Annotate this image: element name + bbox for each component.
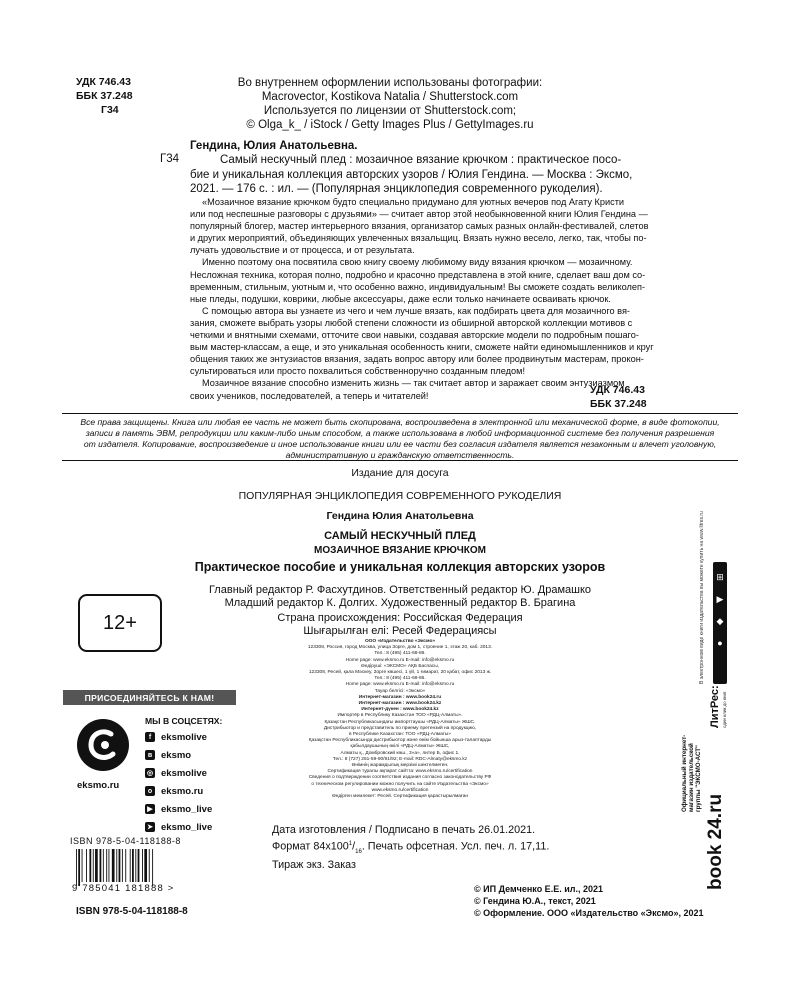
social-ok[interactable]: о eksmo.ru [145,782,212,800]
eksmo-site[interactable]: eksmo.ru [77,780,120,791]
imprint-author: Гендина Юлия Анатольевна [326,510,474,522]
edition-label: Издание для досуга [351,467,449,479]
code-top: Г34 [101,104,119,116]
print-format: Формат $84x100^1/_{16}$. Печать офсетная. Усл. печ. л. 17,11. [272,840,550,855]
udk-top: УДК 746.43 [76,76,131,88]
facebook-icon: f [145,732,155,742]
litres-tagline: один клик до книг [722,691,727,728]
google-play-icon: ▶ [716,594,724,604]
print-date: Дата изготовления / Подписано в печать 26.01.2021. [272,824,536,836]
social-youtube[interactable]: ▶ eksmo_live [145,800,212,818]
imprint-subtitle: МОЗАИЧНОЕ ВЯЗАНИЕ КРЮЧКОМ [314,545,486,556]
bbk-bottom: ББК 37.248 [590,398,647,410]
youtube-icon: ▶ [145,804,155,814]
social-links [145,728,212,836]
store-icons-bar [713,562,727,684]
catalog-abstract: «Мозаичное вязание крючком будто специально придумано для уютных вечеров под Агату Кристи или под неспешные разговоры с друзьями» — считает автор этой необыкновенной книги Юлия Гендина — популярный блогер, мастер интерьерного вязания, организатор самых разных онлайн-фестивалей, слетов и других мероприятий, объединяющих увлеченных вязальщиц. Вязать нужно весело, легко, так, чтобы по- лучать удовольствие и от процесса, и от результата. Именно поэтому она посвятила свою книгу своему любимому виду вязания крючком — мозаичному. Несложная техника, которая полно, подробно и красочно представлена в этой книге, сделает ваш дом со- временным, стильным, уютным и, что особенно важно, индивидуальным! Вы сможете создать великолеп- ные пледы, подушки, коврики, любые аксессуары, даже если только начинаете осваивать крючок. С помощью автора вы узнаете из чего и чем лучше вязать, как подбирать цвета для мозаичного вя- зания, сможете выбрать узоры любой степени сложности из обширной авторской коллекции мотивов с четкими и внятными схемами, отточите свои навыки, создавая авторские модели по подробным пошаго- вым мастер-классам, а еще, и это уникальная особенность книги, сможете найти единомышленников и круг общения таких же энтузиастов вязания, задать вопрос автору или более продвинутым мастерам, прокон- сультироваться или просто похвалиться собственноручно созданным пледом! Мозаичное вязание способно изменить жизнь — так считает автор и заражает своим энтузиазмом своих учеников, последователей, а теперь и читателей! [190,197,654,401]
rights-text: Все права защищены. Книга или любая ее часть не может быть скопирована, воспроизведена в электронной или механической форме, в виде фотокопии, записи в память ЭВМ, репродукции или каким-либо иным способом, а также использована в любой информационной системе без получения разрешения от издателя. Копирование, воспроизведение и иное использование книги или ее части без согласия издателя является незаконным и влечет уголовную, административную и гражданскую ответственность. [80,417,720,460]
photo-credits: Во внутреннем оформлении использованы фотографии: Macrovector, Kostikova Natalia / Shutterstock.com Используется по лицензии от Shutterstock.com; © Olga_k_ / iStock / Getty Images Plus / GettyImages.ru [237,77,543,131]
editors-line-2: Младший редактор К. Долгих. Художественный редактор В. Брагина [224,597,576,609]
barcode-bars [70,849,192,886]
right-promo-strip [679,511,731,892]
android-icon: ◆ [716,616,724,626]
series-label: ПОПУЛЯРНАЯ ЭНЦИКЛОПЕДИЯ СОВРЕМЕННОГО РУКОДЕЛИЯ [238,490,562,502]
telegram-icon: ➤ [145,822,155,832]
country-ru: Страна происхождения: Российская Федерация [277,612,523,624]
udk-bottom: УДК 746.43 [590,384,645,396]
instagram-icon: ◎ [146,770,154,777]
isbn-barcode [70,849,192,886]
imprint-subtitle2: Практическое пособие и уникальная коллекция авторских узоров [194,560,606,574]
social-instagram[interactable]: ◎ eksmolive [146,767,207,779]
copyright-block: © ИП Демченко Е.Е. ил., 2021 © Гендина Ю.А., текст, 2021 © Оформление. ООО «Издательство «Эксмо», 2021 [474,884,704,918]
litres-note: В электронном виде книги издательства вы можете купить на www.litres.ru [699,511,705,684]
bbk-top: ББК 37.248 [76,90,133,102]
litres-logo[interactable]: ЛитРес: [709,685,721,728]
editors-line-1: Главный редактор Р. Фасхутдинов. Ответственный редактор Ю. Драмашко [208,584,592,596]
ok-icon: о [145,786,155,796]
book24-logo[interactable]: book 24.ru [705,793,726,890]
print-run: Тираж экз. Заказ [272,858,357,871]
isbn-barcode-label: ISBN 978-5-04-118188-8 [70,836,181,846]
isbn-bottom: ISBN 978-5-04-118188-8 [76,906,188,917]
eksmo-logo-icon [75,717,131,773]
eksmo-logo[interactable] [75,717,131,773]
windows-icon: ⊞ [716,572,724,582]
join-banner: ПРИСОЕДИНЯЙТЕСЬ К НАМ! [63,690,236,705]
social-facebook[interactable]: f eksmolive [145,728,212,746]
barcode-digits: 9 785041 181888 > [72,883,175,894]
publisher-info: ООО «Издательство «Эксмо» 123308, Россия, город Москва, улица Зорге, дом 1, строение 1, этаж 20, каб. 2013. Тел.: 8 (495) 411-68-86. Home page: www.eksmo.ru E-mail: info@eksmo.ru Өндіруші: «ЭКСМО» АҚБ Баспасы, 123308, Ресей, қала Мәскеу, Зорге көшесі, 1 үй, 1 ғимарат, 20 қабат, офис 2013 ж. Тел.: 8 (495) 411-68-86. Home page: www.eksmo.ru E-mail: info@eksmo.ru Тауар белгісі: «Эксмо» Интернет-магазин : www.book24.ru Интернет-магазин : www.book24.kz Интернет-дүкен : www.book24.kz Импортёр в Республику Казахстан ТОО «РДЦ-Алматы». Қазақстан Республикасындағы импорттаушы «РДЦ-Алматы» ЖШС. Дистрибьютор и представитель по приему претензий на продукцию, в Республике Казахстан: ТОО «РДЦ-Алматы» Қазақстан Республикасында дистрибьютор және өнім бойынша арыз-талаптарды қабылдаушының өкілі «РДЦ-Алматы» ЖШС, Алматы қ., Домбровский көш., 3«а», литер Б, офис 1. Тел.: 8 (727) 251-59-90/91/92; E-mail: RDC-Almaty@eksmo.kz Өнімнің жарамдылық мерзімі шектелмеген. Сертификация туралы ақпарат сайтта: www.eksmo.ru/certification Сведения о подтверждении соответствия издания согласно законодательству РФ о техническом регулировании можно получить на сайте Издательства «Эксмо» www.eksmo.ru/certification Өндірген мемлекет: Ресей. Сертификация қарастырылмаған [307,639,493,800]
distributor-text: Официальный интернет-магазин издательской группы "ЭКСМО-АСТ" [681,734,702,812]
age-rating-text: 12+ [103,611,137,634]
country-kz: Шығарылған елі: Ресей Федерациясы [303,625,497,637]
apple-icon: ● [717,638,723,648]
social-vk[interactable]: в eksmo [145,746,212,764]
catalog-code: Г34 [160,153,180,165]
catalog-entry: Самый нескучный плед : мозаичное вязание крючком : практическое посо- бие и уникальная коллекция авторских узоров / Юлия Гендина. — Москва : Эксмо, 2021. — 176 с. : ил. — (Популярная энциклопедия современного рукоделия). [190,154,633,195]
social-header: МЫ В СОЦСЕТЯХ: [145,716,223,726]
print-details [272,824,549,872]
rights-box [62,413,738,461]
social-telegram[interactable]: ➤ eksmo_live [145,818,212,836]
age-rating-badge [78,594,162,652]
catalog-author: Гендина, Юлия Анатольевна. [190,140,358,152]
vk-icon: в [145,750,155,760]
imprint-title: САМЫЙ НЕСКУЧНЫЙ ПЛЕД [324,530,476,542]
